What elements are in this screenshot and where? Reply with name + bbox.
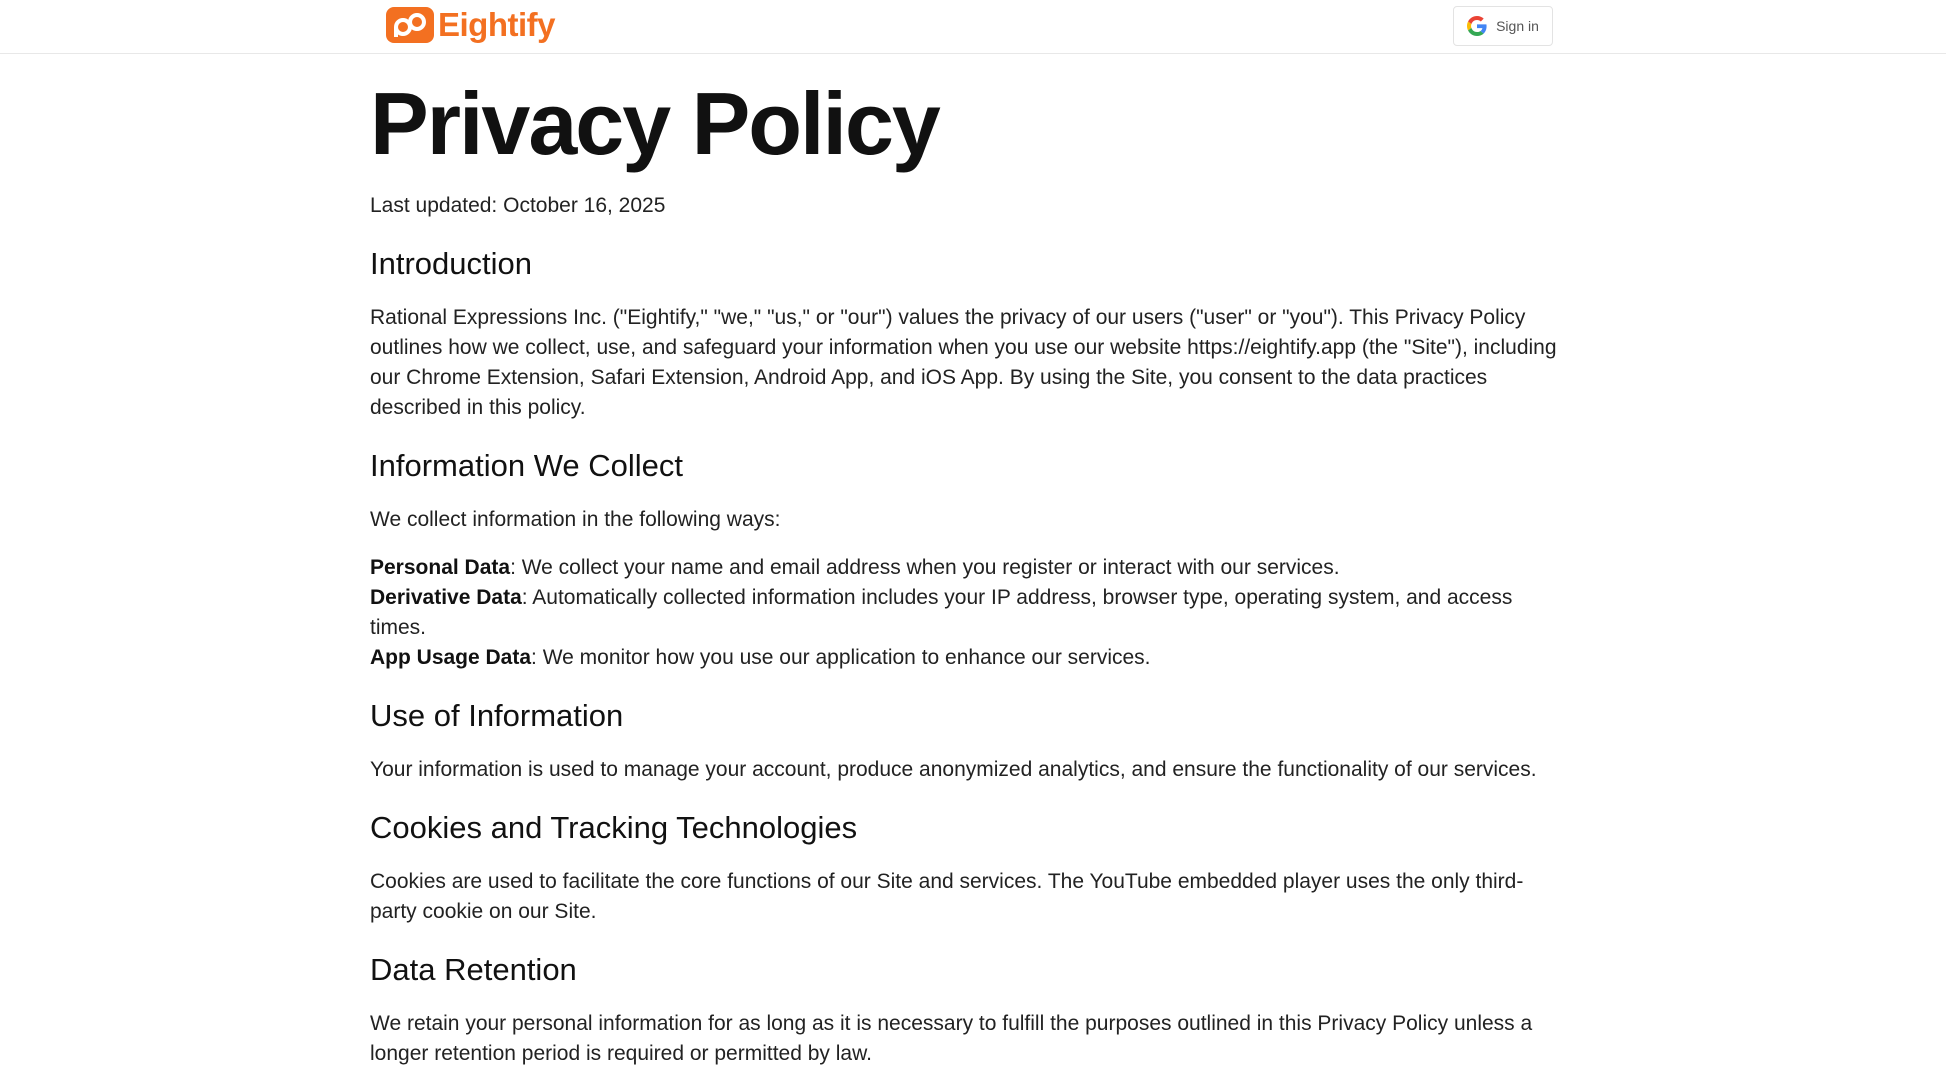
eightify-logo-link[interactable] bbox=[386, 7, 555, 43]
collect-intro-text: We collect information in the following ways: bbox=[370, 508, 781, 531]
data-retention-text: We retain your personal information for as long as it is necessary to fulfill the purposes outlined in this Privacy Policy unless a longer retention period is required or permitted by law. bbox=[370, 1012, 1533, 1065]
collected-data-list bbox=[370, 553, 1570, 673]
page-title: Privacy Policy bbox=[370, 74, 939, 173]
information-we-collect-heading: Information We Collect bbox=[370, 448, 683, 483]
data-retention-heading: Data Retention bbox=[370, 952, 577, 987]
top-navbar bbox=[0, 0, 1946, 54]
policy-content bbox=[370, 54, 1570, 1069]
definition-term: Personal Data bbox=[370, 556, 511, 579]
use-of-information-heading: Use of Information bbox=[370, 698, 624, 733]
eightify-logo-icon bbox=[386, 7, 434, 43]
google-icon bbox=[1467, 16, 1487, 36]
cookies-text: Cookies are used to facilitate the core functions of our Site and services. The YouTube embedded player uses the only third-party cookie on our Site. bbox=[370, 870, 1524, 923]
logo-text: Eightify bbox=[438, 6, 555, 43]
introduction-heading: Introduction bbox=[370, 246, 532, 281]
use-of-information-text: Your information is used to manage your account, produce anonymized analytics, and ensure the functionality of our services. bbox=[370, 758, 1537, 781]
sign-in-label: Sign in bbox=[1496, 18, 1539, 34]
google-sign-in-button[interactable] bbox=[1453, 6, 1553, 46]
list-item-derivative-data bbox=[370, 583, 1570, 643]
list-item-personal-data bbox=[370, 553, 1570, 583]
cookies-heading: Cookies and Tracking Technologies bbox=[370, 810, 858, 845]
definition-text: : We monitor how you use our application to enhance our services. bbox=[531, 646, 1151, 669]
last-updated-text: Last updated: October 16, 2025 bbox=[370, 194, 666, 217]
list-item-app-usage-data bbox=[370, 643, 1570, 673]
definition-text: : Automatically collected information includes your IP address, browser type, operating system, and access times. bbox=[370, 586, 1513, 639]
definition-term: Derivative Data bbox=[370, 586, 522, 609]
definition-term: App Usage Data bbox=[370, 646, 532, 669]
definition-text: : We collect your name and email address when you register or interact with our services. bbox=[510, 556, 1340, 579]
introduction-text: Rational Expressions Inc. ("Eightify," "we," "us," or "our") values the privacy of our users ("user" or "you"). This Privacy Policy outlines how we collect, use, and safeguard your information when you use our website https://eightify.app (the "Site"), including our Chrome Extension, Safari Extension, Android App, and iOS App. By using the Site, you consent to the data practices described in this policy. bbox=[370, 306, 1557, 419]
